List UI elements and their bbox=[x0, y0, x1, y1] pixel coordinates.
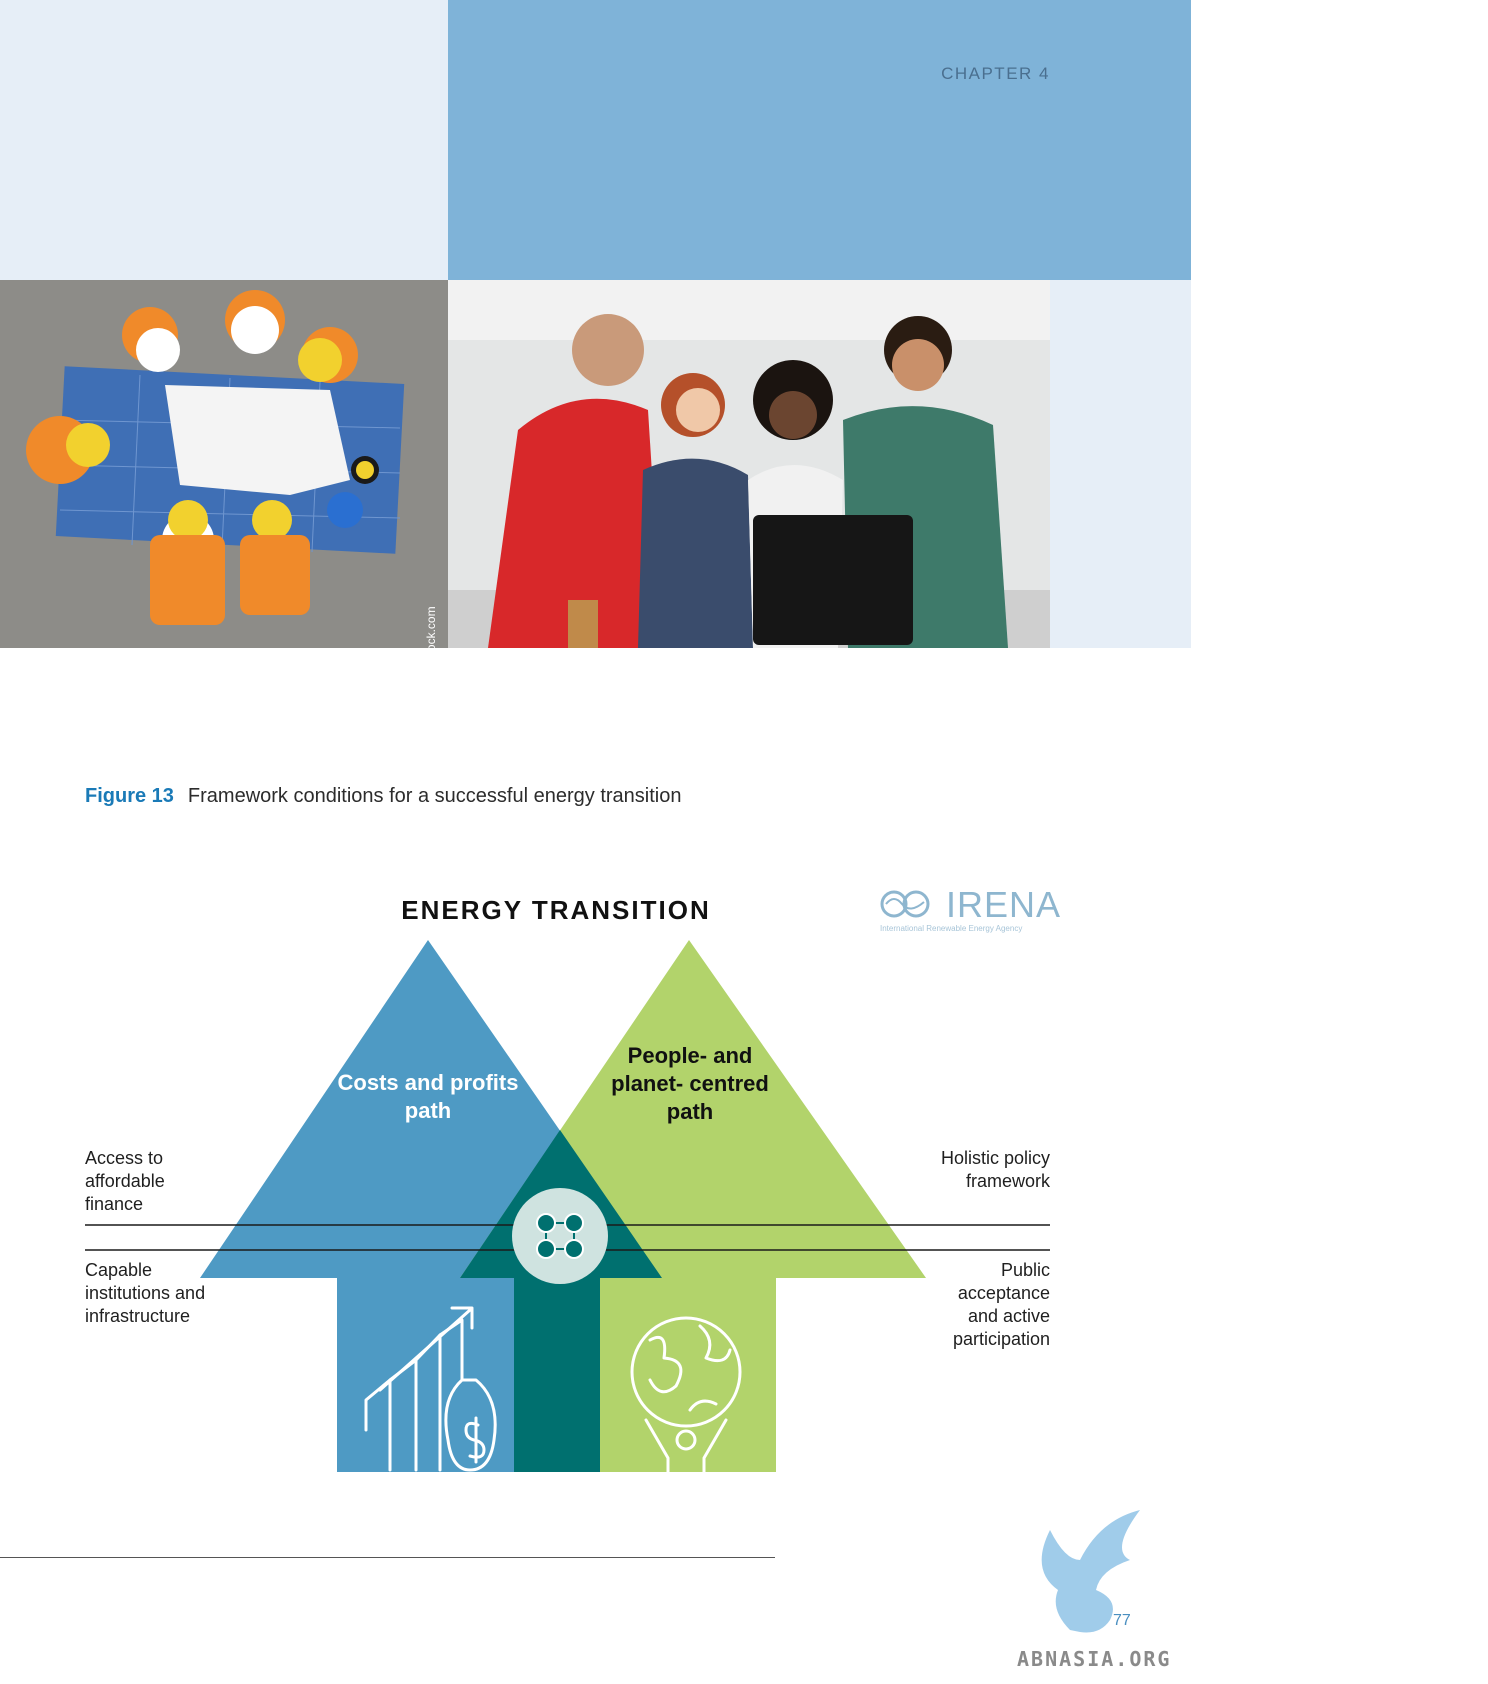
workers-illustration bbox=[0, 280, 448, 648]
header-blue-panel bbox=[448, 0, 1191, 280]
photo-credit-right: © Zamrznuti tonovi / shutterstock.com bbox=[1474, 614, 1488, 816]
header-light-panel bbox=[0, 0, 448, 280]
people-path-label: People- and planet- centred path bbox=[611, 1043, 769, 1124]
figure-caption bbox=[85, 785, 681, 808]
diagram-title: ENERGY TRANSITION bbox=[401, 895, 711, 925]
label-capable-institutions: Capable institutions and infrastructure bbox=[85, 1260, 206, 1326]
photo-workers-solar-panel bbox=[0, 280, 448, 792]
figure-title: Framework conditions for a successful energy transition bbox=[187, 785, 682, 807]
side-strip bbox=[1050, 280, 1191, 648]
page-number: 77 bbox=[1113, 1612, 1131, 1629]
team-illustration bbox=[448, 280, 1050, 648]
label-access-finance: Access to affordable finance bbox=[85, 1148, 165, 1214]
irena-wordmark: IRENA bbox=[946, 884, 1062, 925]
chapter-label: CHAPTER 4 bbox=[941, 64, 1050, 83]
label-holistic-policy: Holistic policy framework bbox=[940, 1148, 1050, 1191]
dragon-watermark-icon bbox=[1010, 1500, 1160, 1650]
photo-credit-left: © AU USAnakul / shutterstock.com bbox=[424, 606, 438, 792]
irena-subtitle: International Renewable Energy Agency bbox=[880, 924, 1023, 933]
label-public-acceptance: Public acceptance and active participation bbox=[952, 1260, 1050, 1349]
footer-rule bbox=[0, 1557, 775, 1558]
costs-path-label: Costs and profits path bbox=[337, 1070, 519, 1123]
site-watermark: ABNASIA.ORG bbox=[1017, 1647, 1172, 1671]
figure-number: Figure 13 bbox=[85, 785, 174, 807]
center-node-circle bbox=[512, 1188, 608, 1284]
photo-team-laptop bbox=[448, 280, 1488, 816]
